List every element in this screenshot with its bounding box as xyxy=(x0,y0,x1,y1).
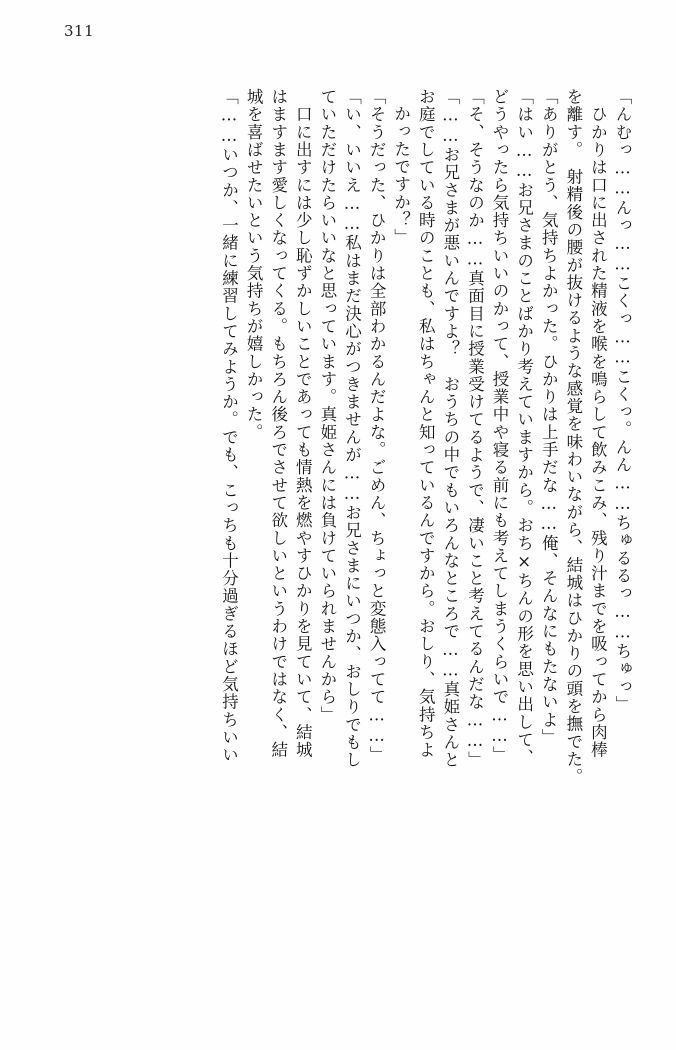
text-line: 城を喜ばせたいという気持ちが嬉しかった。 xyxy=(244,88,264,441)
text-line: を離す。 射精後の腰が抜けるような感覚を味わいながら、結城はひかりの頭を撫でた。 xyxy=(563,88,583,786)
text-line: 「はい……お兄さまのことばかり考えていますから。おち×ちんの形を思い出して、 xyxy=(514,88,534,767)
text-line: ていただけたらいいなと思っています。真姫さんには負けていられませんから」 xyxy=(317,88,337,724)
text-line: ひかりは口に出された精液を喉を鳴らして飲みこみ、残り汁までを吸ってから肉棒 xyxy=(588,88,608,759)
text-line: はますます愛しくなってくる。もちろん後ろでさせて欲しいというわけではなく、結 xyxy=(268,88,288,759)
text-line: 「……お兄さまが悪いんですよ？ おうちの中でもいろんなところで……真姫さんと xyxy=(440,88,460,769)
text-line: 「んむっ……んっ……こくっ……こくっ。んん……ちゅるるっ……ちゅっ」 xyxy=(613,88,632,714)
page-body-text xyxy=(58,88,630,1018)
page-number: 311 xyxy=(64,22,95,40)
text-line: どうやったら気持ちいいのかって、授業中や寝る前にも考えてしまうくらいで……」 xyxy=(490,88,510,764)
text-line: 「そうだった、ひかりは全部わかるんだよな。ごめん、ちょっと変態入ってて……」 xyxy=(367,88,387,764)
text-line: 「……いつか、一緒に練習してみようか。でも、こっちも十分過ぎるほど気持ちいい xyxy=(219,88,239,764)
text-line: 「い、いいえ……私はまだ決心がつきませんが……お兄さまにいつか、おしりでもし xyxy=(342,88,362,769)
text-line: 「ありがとう、気持ちよかった。ひかりは上手だな……俺、そんなにもたないよ」 xyxy=(539,88,559,747)
text-line: お庭でしている時のことも、私はちゃんと知っているんですから。おしり、気持ちよ xyxy=(416,88,436,759)
text-line: かったですか？」 xyxy=(391,105,411,247)
text-line: 「そ、そうなのか……真面目に授業受けてるようで、凄いこと考えてるんだな……」 xyxy=(465,88,485,769)
text-line: 口に出すには少し恥ずかしいことであっても情熱を燃やすひかりを見ていて、結城 xyxy=(293,88,313,759)
